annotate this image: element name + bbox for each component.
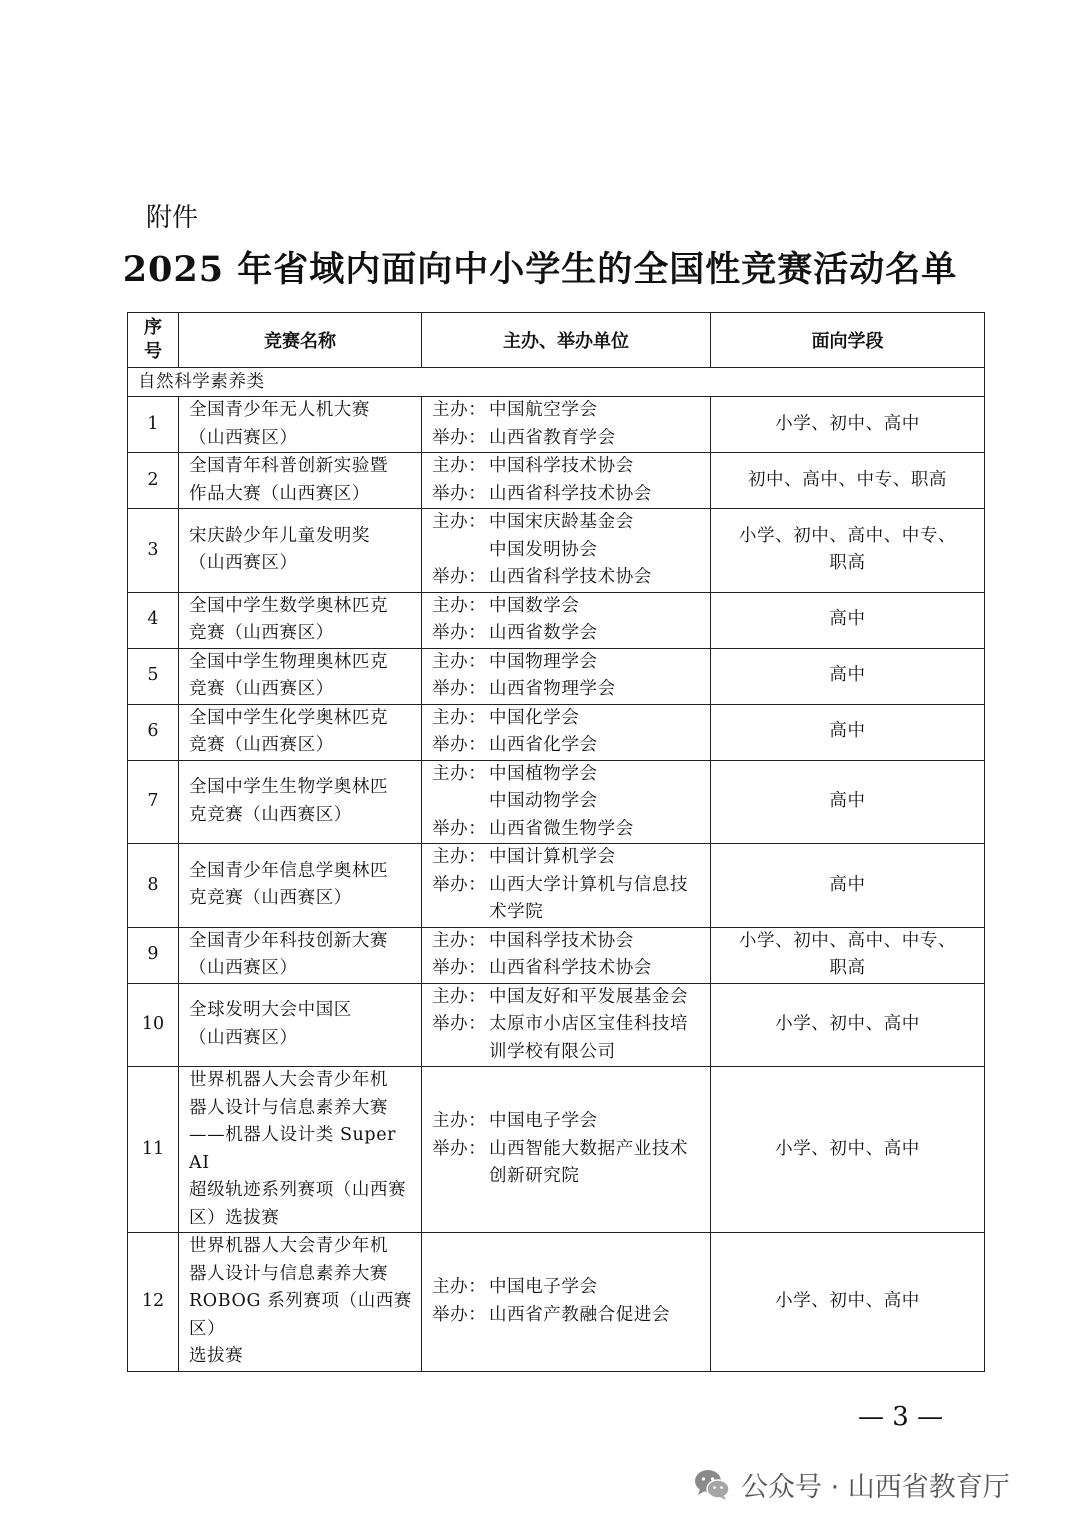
organizer-entry [432, 1011, 706, 1066]
row-number: 9 [128, 927, 179, 983]
row-number: 10 [128, 983, 179, 1067]
competition-name-line: 选拔赛 [189, 1346, 244, 1366]
competition-name [179, 704, 422, 760]
row-number: 12 [128, 1233, 179, 1372]
organizer-name: 中国计算机学会 [489, 847, 616, 867]
competition-name-line: 全国青少年科技创新大赛 [189, 930, 389, 951]
organizer-name: 术学院 [489, 902, 544, 922]
organizer-names [489, 761, 706, 816]
row-number: 3 [128, 509, 179, 593]
organizer-entry [432, 620, 706, 648]
school-stage-line: 小学、初中、高中 [775, 1014, 920, 1034]
school-stage [711, 509, 985, 593]
competition-name-line: 竞赛（山西赛区） [189, 735, 334, 755]
organizer-role: 举办： [432, 567, 487, 587]
organizer-role: 举办： [432, 1304, 487, 1325]
competition-name [179, 983, 422, 1067]
competition-name-line: （山西赛区） [189, 427, 298, 448]
organizer-role: 主办： [432, 847, 487, 867]
header-name: 竞赛名称 [179, 313, 422, 368]
organizer-entry [432, 397, 706, 425]
organizer-names [489, 1108, 706, 1136]
organizer-names [489, 816, 706, 844]
organizer-role: 主办： [432, 400, 487, 420]
organizer-entry [432, 481, 706, 509]
organizer-name: 山西省化学会 [489, 735, 598, 755]
organizer-entry [432, 453, 706, 481]
organizer-entry [432, 425, 706, 453]
organizer-names [489, 1136, 706, 1191]
school-stage [711, 760, 985, 844]
organizer-role: 主办： [432, 512, 487, 532]
organizer-name: 山西省数学会 [489, 623, 598, 643]
wechat-icon [693, 1468, 731, 1502]
competition-name-line: （山西赛区） [189, 958, 298, 978]
organizer-names [489, 481, 706, 509]
organizer-names [489, 676, 706, 704]
organizer-entry [432, 872, 706, 927]
organizers [422, 397, 711, 453]
school-stage-line: 小学、初中、高中 [775, 1291, 920, 1311]
organizers [422, 983, 711, 1067]
competition-name [179, 397, 422, 453]
competition-name-line: 世界机器人大会青少年机 [189, 1236, 389, 1256]
organizer-role: 主办： [432, 595, 487, 616]
organizer-names [489, 397, 706, 425]
organizer-name: 中国宋庆龄基金会 [489, 512, 634, 532]
organizer-entry [432, 649, 706, 677]
competition-name-line: 全国青少年信息学奥林匹 [189, 860, 389, 881]
competition-name [179, 509, 422, 593]
row-number: 7 [128, 760, 179, 844]
table-row [128, 592, 985, 648]
competition-name-line: 竞赛（山西赛区） [189, 679, 334, 699]
competition-name-line: （山西赛区） [189, 553, 298, 574]
organizer-names [489, 955, 706, 983]
organizers [422, 592, 711, 648]
organizer-names [489, 844, 706, 872]
competition-name-line: 克竞赛（山西赛区） [189, 888, 352, 909]
organizer-entry [432, 955, 706, 983]
organizer-entry [432, 1302, 706, 1330]
competition-name-line: 世界机器人大会青少年机 [189, 1070, 389, 1090]
organizer-name: 中国植物学会 [489, 763, 598, 784]
organizers [422, 1233, 711, 1372]
table-row [128, 844, 985, 928]
competition-name-line: 超级轨迹系列赛项（山西赛 [189, 1180, 407, 1200]
table-row [128, 648, 985, 704]
competition-name [179, 453, 422, 509]
organizer-names [489, 453, 706, 481]
watermark [693, 1465, 1010, 1504]
organizer-name: 山西省物理学会 [489, 679, 616, 699]
organizer-names [489, 649, 706, 677]
school-stage-line: 职高 [829, 553, 866, 574]
competition-name [179, 760, 422, 844]
organizer-name: 山西省科学技术协会 [489, 958, 652, 978]
table-row [128, 1067, 985, 1233]
organizer-role: 主办： [432, 930, 487, 951]
organizer-entry [432, 844, 706, 872]
organizer-entry [432, 1108, 706, 1136]
competition-name-line: 器人设计与信息素养大赛 [189, 1263, 389, 1284]
header-stage: 面向学段 [711, 313, 985, 368]
competition-table [127, 312, 985, 1372]
school-stage [711, 453, 985, 509]
school-stage-line: 高中 [829, 721, 866, 742]
organizer-names [489, 564, 706, 592]
organizer-names [489, 928, 706, 956]
organizer-name: 中国科学技术协会 [489, 456, 634, 476]
organizer-role: 主办： [432, 651, 487, 672]
organizer-entry [432, 1136, 706, 1191]
organizer-role: 举办： [432, 1138, 487, 1159]
competition-name-line: （山西赛区） [189, 1027, 298, 1048]
school-stage-line: 高中 [829, 874, 866, 895]
organizer-names [489, 705, 706, 733]
organizers [422, 844, 711, 928]
school-stage-line: 小学、初中、高中、中专、 [738, 930, 957, 951]
organizer-entry [432, 676, 706, 704]
competition-name-line: 器人设计与信息素养大赛 [189, 1097, 389, 1118]
organizer-names [489, 732, 706, 760]
organizer-role: 举办： [432, 818, 487, 839]
organizer-names [489, 1274, 706, 1302]
table-row [128, 453, 985, 509]
organizer-role: 举办： [432, 679, 487, 699]
competition-name-line: 全国青少年无人机大赛 [189, 400, 370, 420]
organizer-role: 举办： [432, 958, 487, 978]
competition-name-line: 全国中学生物理奥林匹克 [189, 651, 389, 672]
competition-name-line: 宋庆龄少年儿童发明奖 [189, 525, 370, 546]
organizer-names [489, 984, 706, 1012]
table-header-row [128, 313, 985, 368]
organizer-role: 举办： [432, 483, 487, 504]
school-stage [711, 704, 985, 760]
organizer-role: 主办： [432, 1111, 487, 1132]
school-stage [711, 592, 985, 648]
organizer-entry [432, 593, 706, 621]
school-stage-line: 初中、高中、中专、职高 [747, 469, 948, 490]
organizer-name: 太原市小店区宝佳科技培 [489, 1014, 689, 1034]
table-body [128, 368, 985, 1372]
competition-name-line: 区）选拔赛 [189, 1207, 280, 1228]
organizer-name: 山西省教育学会 [489, 427, 616, 448]
organizer-name: 中国动物学会 [489, 791, 598, 811]
organizer-names [489, 620, 706, 648]
competition-name-line: 全国青年科普创新实验暨 [189, 456, 389, 476]
school-stage-line: 小学、初中、高中 [775, 413, 920, 434]
school-stage [711, 1067, 985, 1233]
organizer-role: 举办： [432, 874, 487, 895]
table-row [128, 509, 985, 593]
table-row [128, 983, 985, 1067]
organizer-name: 山西大学计算机与信息技 [489, 874, 689, 895]
organizer-role: 主办： [432, 707, 487, 728]
school-stage-line: 职高 [829, 958, 866, 978]
organizer-name: 中国发明协会 [489, 539, 598, 560]
organizer-name: 训学校有限公司 [489, 1041, 616, 1062]
organizer-name: 中国数学会 [489, 595, 580, 616]
school-stage [711, 1233, 985, 1372]
organizer-entry [432, 816, 706, 844]
organizers [422, 509, 711, 593]
row-number: 2 [128, 453, 179, 509]
competition-name-line: 全国中学生化学奥林匹克 [189, 707, 389, 728]
organizer-role: 举办： [432, 1014, 487, 1034]
school-stage-line: 小学、初中、高中 [775, 1138, 920, 1159]
organizer-entry [432, 1274, 706, 1302]
school-stage [711, 648, 985, 704]
school-stage-line: 高中 [829, 609, 866, 630]
row-number: 8 [128, 844, 179, 928]
organizer-names [489, 425, 706, 453]
organizers [422, 927, 711, 983]
row-number: 1 [128, 397, 179, 453]
competition-name [179, 1067, 422, 1233]
school-stage-line: 高中 [829, 791, 866, 811]
organizers [422, 1067, 711, 1233]
organizer-name: 中国科学技术协会 [489, 930, 634, 951]
page-number: — 3 — [858, 1402, 944, 1432]
organizer-name: 山西省产教融合促进会 [489, 1304, 670, 1325]
organizer-name: 中国电子学会 [489, 1277, 598, 1298]
competition-name-line: 全国中学生数学奥林匹克 [189, 595, 389, 616]
competition-name [179, 648, 422, 704]
school-stage [711, 397, 985, 453]
organizer-role: 举办： [432, 623, 487, 643]
competition-name [179, 844, 422, 928]
organizer-name: 创新研究院 [489, 1166, 580, 1187]
organizer-name: 山西智能大数据产业技术 [489, 1138, 689, 1159]
organizer-entry [432, 509, 706, 564]
table-row [128, 927, 985, 983]
attachment-label: 附件 [146, 203, 199, 233]
competition-name [179, 592, 422, 648]
row-number: 11 [128, 1067, 179, 1233]
competition-name [179, 927, 422, 983]
table-row [128, 704, 985, 760]
organizer-names [489, 872, 706, 927]
header-seq: 序 号 [128, 313, 179, 368]
school-stage [711, 927, 985, 983]
organizer-name: 中国友好和平发展基金会 [489, 986, 689, 1007]
organizer-role: 主办： [432, 986, 487, 1007]
watermark-text: 公众号 · 山西省教育厅 [741, 1472, 1010, 1503]
organizer-entry [432, 761, 706, 816]
category-label: 自然科学素养类 [128, 368, 985, 397]
organizer-entry [432, 705, 706, 733]
row-number: 5 [128, 648, 179, 704]
organizer-names [489, 1011, 706, 1066]
competition-name-line: 全球发明大会中国区 [189, 1000, 352, 1021]
organizer-role: 主办： [432, 456, 487, 476]
competition-name-line: 全国中学生生物学奥林匹 [189, 777, 389, 798]
organizer-entry [432, 732, 706, 760]
competition-name-line: 克竞赛（山西赛区） [189, 804, 352, 825]
competition-name [179, 1233, 422, 1372]
organizer-entry [432, 928, 706, 956]
school-stage-line: 高中 [829, 665, 866, 686]
organizer-entry [432, 984, 706, 1012]
table-row [128, 760, 985, 844]
organizer-names [489, 593, 706, 621]
table-row [128, 397, 985, 453]
organizers [422, 453, 711, 509]
organizer-role: 主办： [432, 763, 487, 784]
organizers [422, 648, 711, 704]
organizer-name: 山西省微生物学会 [489, 818, 634, 839]
organizer-name: 山西省科学技术协会 [489, 483, 652, 504]
competition-name-line: 竞赛（山西赛区） [189, 623, 334, 643]
row-number: 4 [128, 592, 179, 648]
competition-name-line: ROBOG 系列赛项（山西赛区） [189, 1291, 412, 1339]
school-stage-line: 小学、初中、高中、中专、 [738, 525, 957, 546]
organizer-name: 中国航空学会 [489, 400, 598, 420]
organizer-name: 山西省科学技术协会 [489, 567, 652, 587]
organizer-role: 举办： [432, 735, 487, 755]
row-number: 6 [128, 704, 179, 760]
organizer-name: 中国化学会 [489, 707, 580, 728]
organizer-entry [432, 564, 706, 592]
competition-name-line: ——机器人设计类 Super AI [189, 1125, 397, 1173]
table-row [128, 1233, 985, 1372]
organizer-role: 主办： [432, 1277, 487, 1298]
organizers [422, 704, 711, 760]
organizer-names [489, 509, 706, 564]
header-org: 主办、举办单位 [422, 313, 711, 368]
organizer-names [489, 1302, 706, 1330]
organizer-name: 中国物理学会 [489, 651, 598, 672]
organizer-role: 举办： [432, 427, 487, 448]
school-stage [711, 844, 985, 928]
document-title: 2025 年省域内面向中小学生的全国性竞赛活动名单 [122, 249, 958, 290]
category-row [128, 368, 985, 397]
competition-name-line: 作品大赛（山西赛区） [189, 483, 370, 504]
organizers [422, 760, 711, 844]
organizer-name: 中国电子学会 [489, 1111, 598, 1132]
school-stage [711, 983, 985, 1067]
